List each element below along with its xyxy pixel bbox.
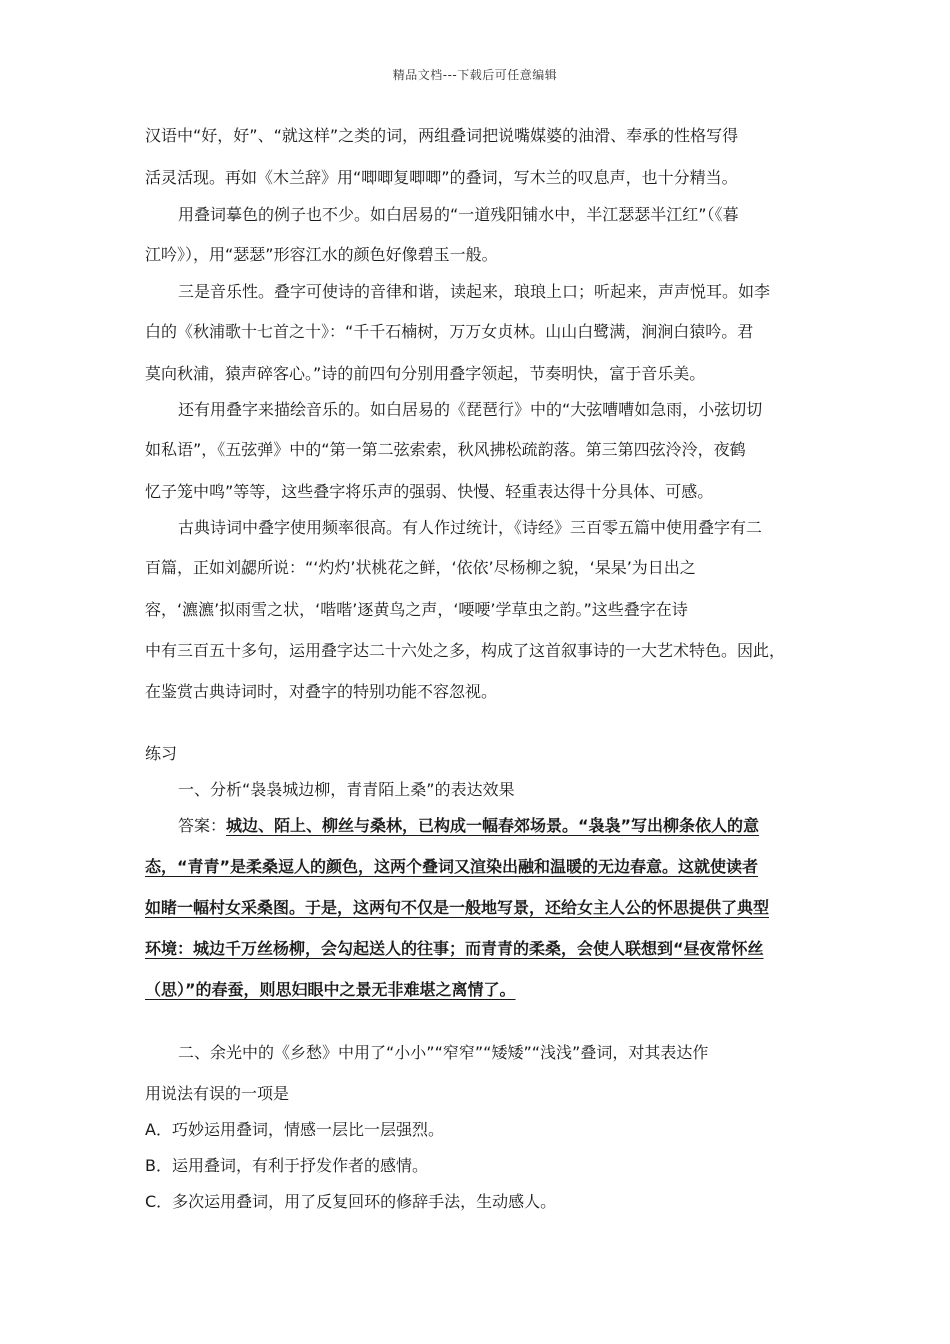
question-2: 二、余光中的《乡愁》中用了“小小”“窄窄”“矮矮”“浅浅”叠词，对其表达作 (178, 1043, 709, 1062)
body-line: 三是音乐性。叠字可使诗的音律和谐，读起来，琅琅上口；听起来，声声悦耳。如李 (178, 282, 771, 301)
answer-text: 城边、陌上、柳丝与桑林，已构成一幅春郊场景。“袅袅”写出柳条依人的意 (226, 816, 760, 835)
body-line: 中有三百五十多句，运用叠字达二十六处之多，构成了这首叙事诗的一大艺术特色。因此， (145, 641, 786, 660)
body-line: 白的《秋浦歌十七首之十》：“千千石楠树，万万女贞林。山山白鹭满，涧涧白猿吟。君 (145, 322, 754, 341)
body-line: 忆子笼中鸣”等等，这些叠字将乐声的强弱、快慢、轻重表达得十分具体、可感。 (145, 482, 714, 501)
body-line: 江吟》），用“瑟瑟”形容江水的颜色好像碧玉一般。 (145, 245, 498, 264)
body-line: 还有用叠字来描绘音乐的。如白居易的《琵琶行》中的“大弦嘈嘈如急雨，小弦切切 (178, 400, 763, 419)
question-2-cont: 用说法有误的一项是 (145, 1084, 290, 1103)
body-line: 容，‘瀌瀌’拟雨雪之状，‘喈喈’逐黄鸟之声，‘喓喓’学草虫之韵。”这些叠字在诗 (145, 600, 688, 619)
answer-line (178, 816, 759, 836)
page-header: 精品文档---下载后可任意编辑 (392, 68, 558, 82)
body-line: 古典诗词中叠字使用频率很高。有人作过统计，《诗经》三百零五篇中使用叠字有二 (178, 518, 763, 537)
question-1: 一、分析“袅袅城边柳，青青陌上桑”的表达效果 (178, 780, 515, 799)
body-line: 汉语中“好，好”、“就这样”之类的词，两组叠词把说嘴媒婆的油滑、奉承的性格写得 (145, 126, 739, 145)
answer-label: 答案： (178, 816, 227, 835)
body-line: 百篇，正如刘勰所说：“‘灼灼’状桃花之鲜，‘依依’尽杨柳之貌，‘杲杲’为日出之 (145, 558, 696, 577)
body-line: 如私语”，《五弦弹》中的“第一第二弦索索，秋风拂松疏韵落。第三第四弦泠泠，夜鹤 (145, 440, 746, 459)
exercise-heading: 练习 (145, 744, 178, 763)
body-line: 在鉴赏古典诗词时，对叠字的特别功能不容忽视。 (145, 682, 498, 701)
option-b: B．运用叠词，有利于抒发作者的感情。 (145, 1156, 428, 1175)
answer-line: 如睹一幅村女采桑图。于是，这两句不仅是一般地写景，还给女主人公的怀思提供了典型 (145, 898, 770, 917)
answer-line: 环境：城边千万丝杨柳，会勾起送人的往事；而青青的柔桑，会使人联想到“昼夜常怀丝 (145, 939, 764, 958)
body-line: 活灵活现。再如《木兰辞》用“唧唧复唧唧”的叠词，写木兰的叹息声，也十分精当。 (145, 168, 738, 187)
answer-line: 态，“青青”是柔桑逗人的颜色，这两个叠词又渲染出融和温暖的无边春意。这就使读者 (145, 857, 759, 876)
body-line: 用叠词摹色的例子也不少。如白居易的“一道残阳铺水中，半江瑟瑟半江红”（《暮 (178, 205, 739, 224)
option-c: C．多次运用叠词，用了反复回环的修辞手法，生动感人。 (145, 1192, 557, 1211)
body-line: 莫向秋浦，猿声碎客心。”诗的前四句分别用叠字领起，节奏明快，富于音乐美。 (145, 364, 706, 383)
answer-line: （思）”的春蚕，则思妇眼中之景无非难堪之离情了。 (145, 980, 516, 999)
option-a: A．巧妙运用叠词，情感一层比一层强烈。 (145, 1120, 444, 1139)
